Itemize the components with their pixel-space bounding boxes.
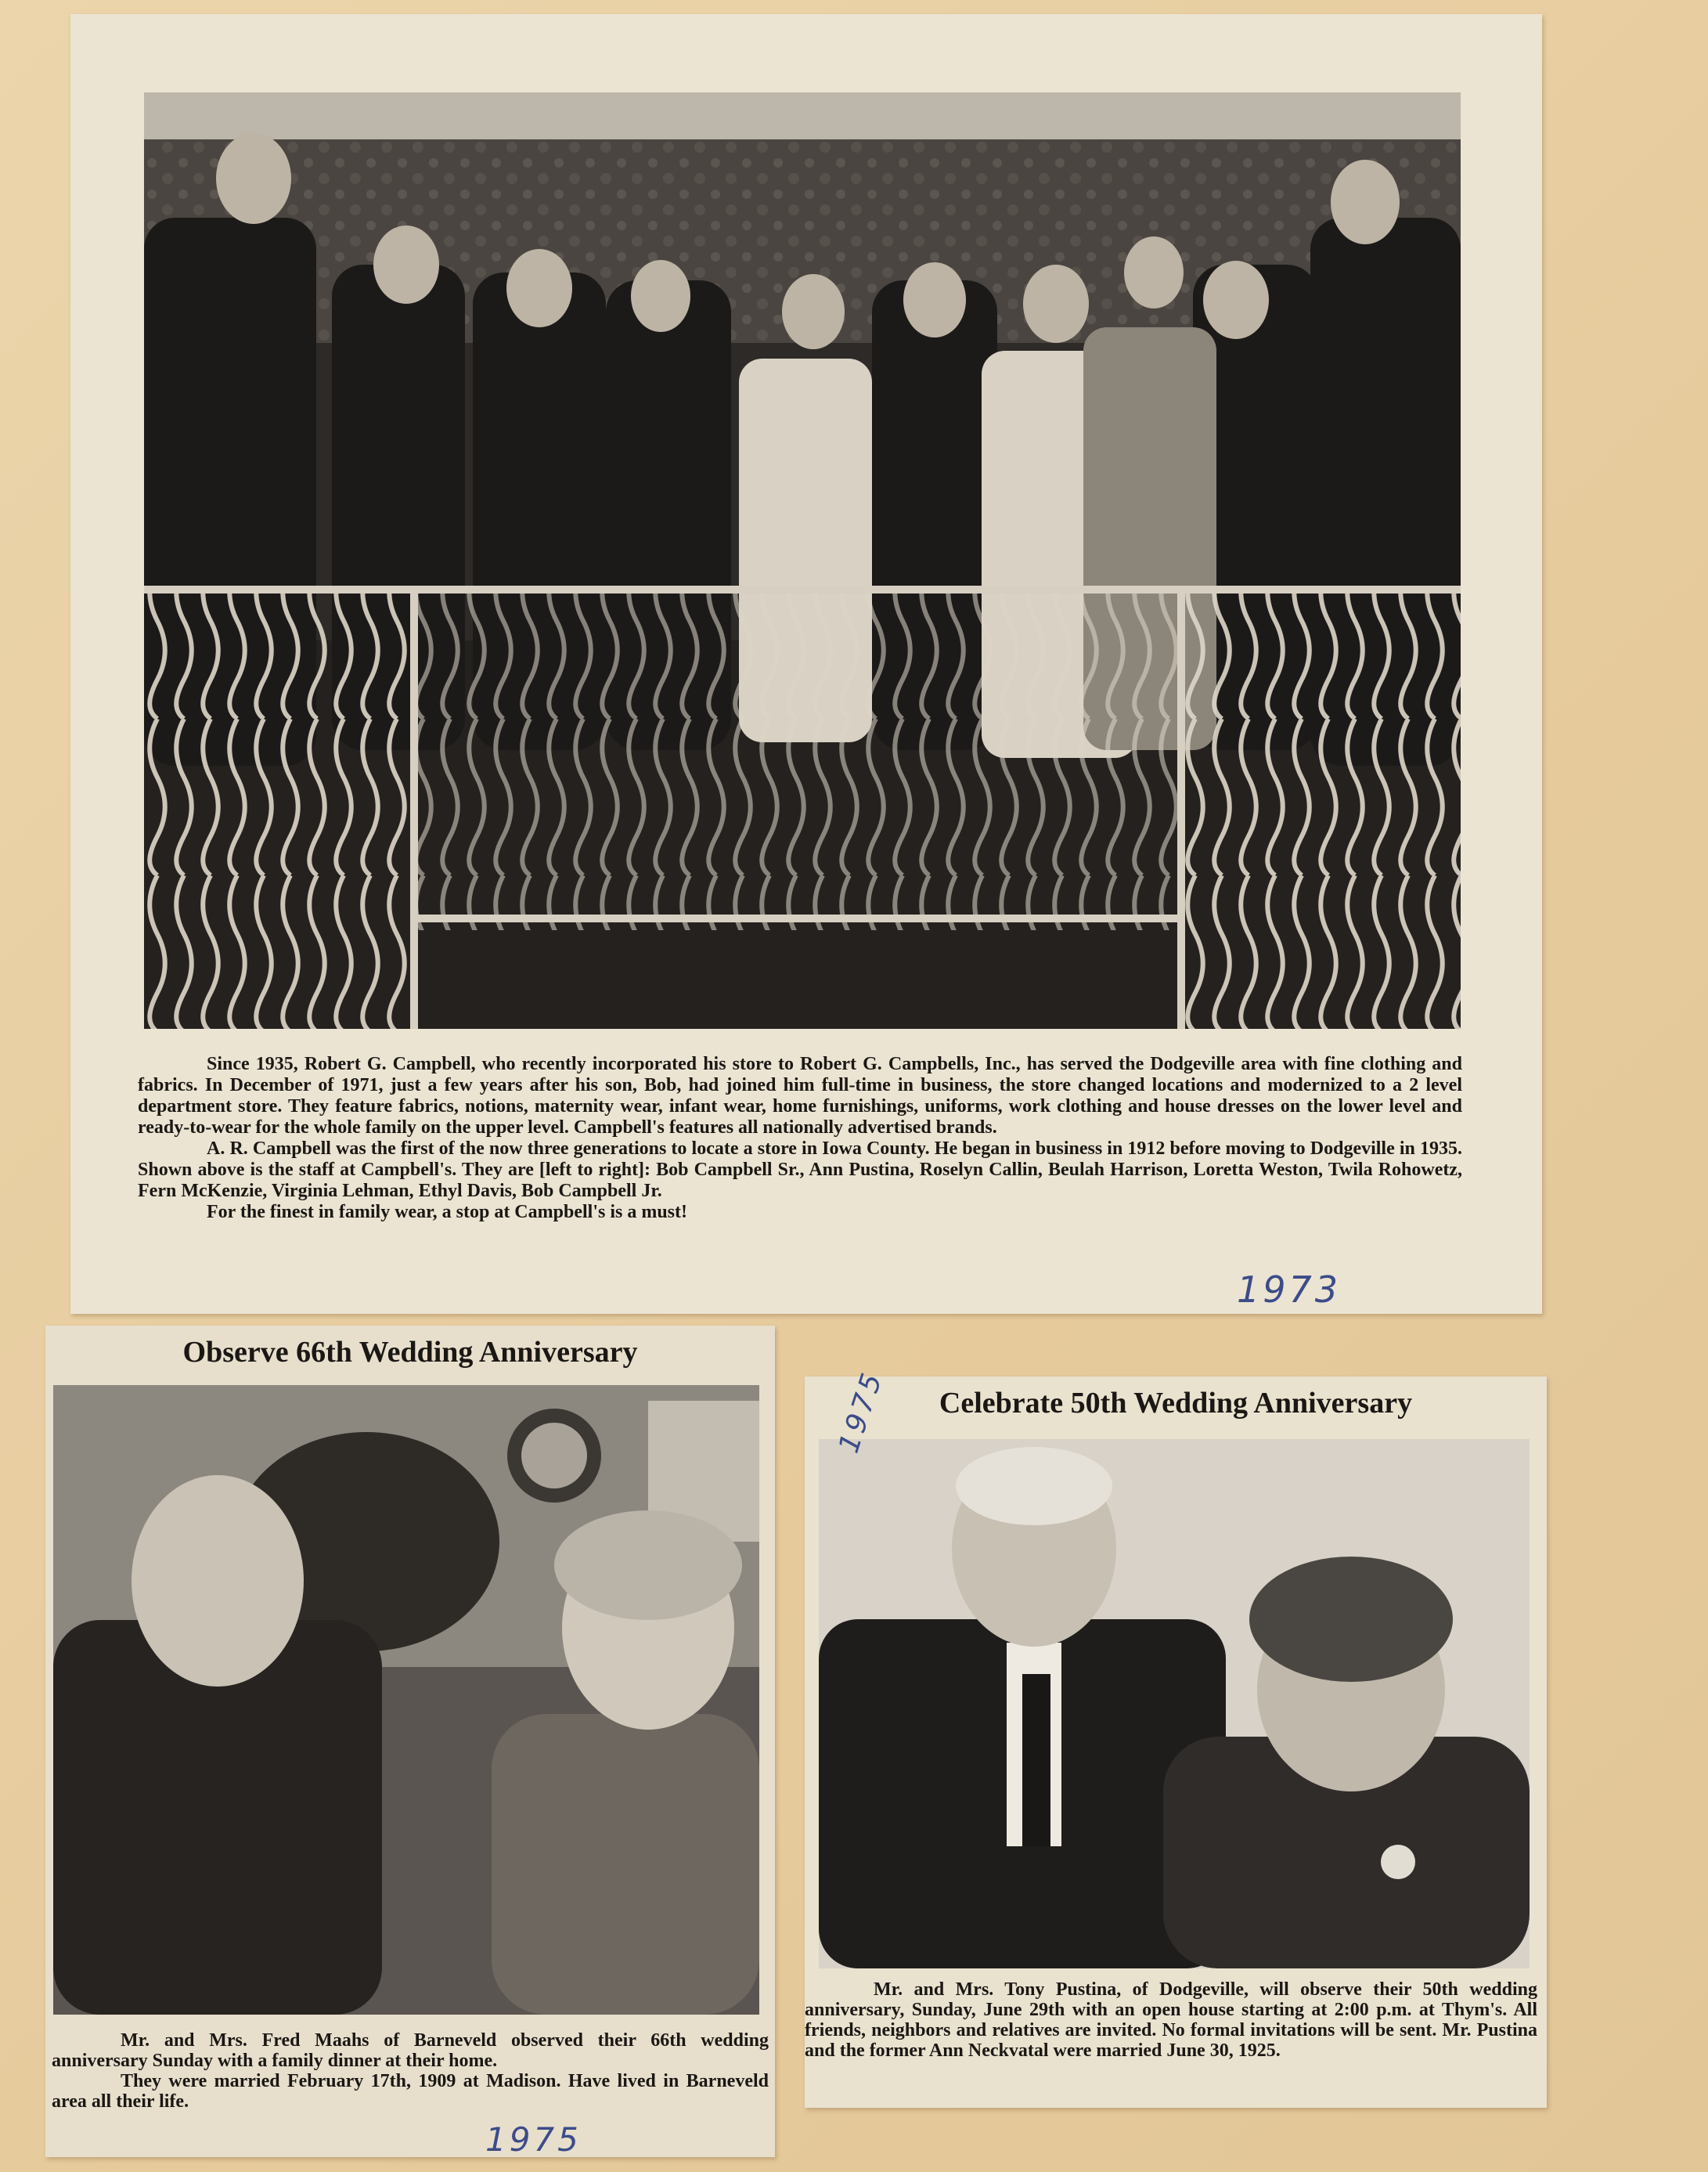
caption-paragraph: They were married February 17th, 1909 at Madison. Have lived in Barneveld area all their life. xyxy=(52,2071,769,2112)
clipping-headline: Celebrate 50th Wedding Anniversary xyxy=(939,1387,1413,1420)
campbells-store-clipping xyxy=(70,14,1542,1314)
maahs-anniversary-clipping xyxy=(45,1326,775,2157)
pustina-couple-photo xyxy=(819,1439,1530,1968)
caption-paragraph: Mr. and Mrs. Tony Pustina, of Dodgeville, will observe their 50th wedding anniversary, Sunday, June 29th with an open house starting at 2:00 p.m. at Thym's. All friends, neighbors and relatives are invited. No formal invitations will be sent. Mr. Pustina and the former Ann Neckvatal were married June 30, 1925. xyxy=(805,1979,1537,2061)
maahs-couple-photo xyxy=(53,1385,759,2015)
handwritten-date-note: 1973 xyxy=(1237,1268,1342,1311)
pustina-anniversary-clipping xyxy=(805,1376,1547,2108)
handwritten-date-note: 1975 xyxy=(833,1366,890,1457)
staff-photo-caption xyxy=(138,1054,1462,1223)
caption-paragraph: A. R. Campbell was the first of the now three generations to locate a store in Iowa County. He began in business in 1912 before moving to Dodgeville in 1935. Shown above is the staff at Campbell's. They are [left to right]: Bob Campbell Sr., Ann Pustina, Roselyn Callin, Beulah Harrison, Loretta Weston, Twila Rohowetz, Fern McKenzie, Virginia Lehman, Ethyl Davis, Bob Campbell Jr. xyxy=(138,1138,1462,1201)
pustina-caption xyxy=(805,1979,1537,2061)
clipping-headline: Observe 66th Wedding Anniversary xyxy=(182,1336,638,1369)
maahs-caption xyxy=(52,2030,769,2112)
caption-paragraph: For the finest in family wear, a stop at Campbell's is a must! xyxy=(207,1202,687,1222)
staff-group-photo xyxy=(144,92,1461,1029)
handwritten-date-note: 1975 xyxy=(485,2120,582,2159)
caption-paragraph: Since 1935, Robert G. Campbell, who recently incorporated his store to Robert G. Campbells, Inc., has served the Dodgeville area with fine clothing and fabrics. In December of 1971, just a few years after his son, Bob, had joined him full-time in business, the store changed locations and modernized to a 2 level department store. They feature fabrics, notions, maternity wear, infant wear, home furnishings, uniforms, work clothing and house dresses on the lower level and ready-to-wear for the whole family on the upper level. Campbell's features all nationally advertised brands. xyxy=(138,1054,1462,1138)
caption-paragraph: Mr. and Mrs. Fred Maahs of Barneveld observed their 66th wedding anniversary Sunday with a family dinner at their home. xyxy=(52,2030,769,2071)
